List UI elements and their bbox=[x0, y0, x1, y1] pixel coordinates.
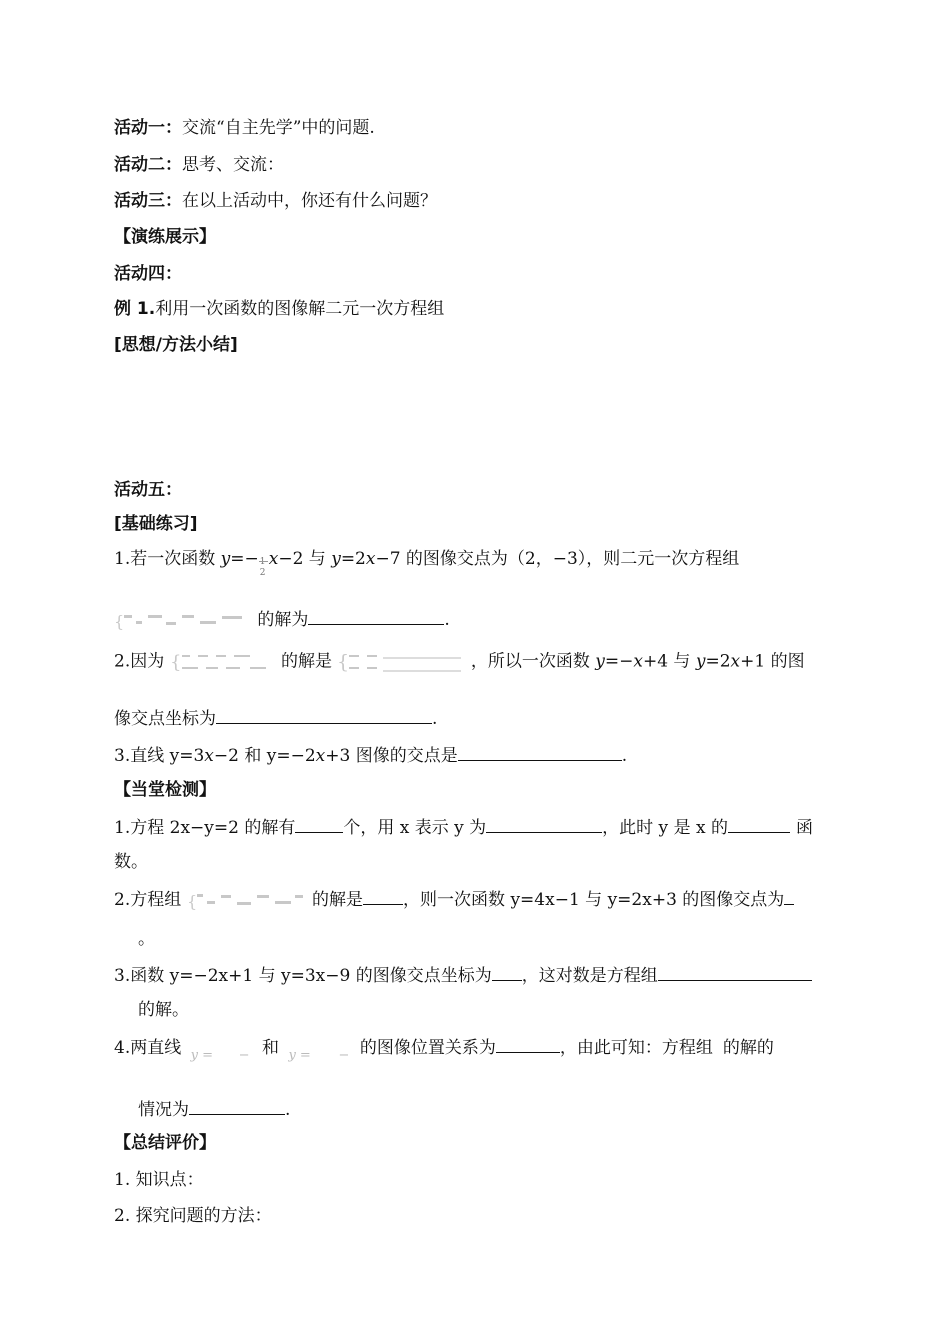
activity-3-text: 在以上活动中，你还有什么问题？ bbox=[182, 191, 437, 211]
activity-3-label: 活动三： bbox=[114, 191, 182, 211]
q1-frac-denominator: 2 bbox=[259, 568, 266, 578]
check-question-2-line-2: 。 bbox=[138, 929, 155, 949]
q1-text-c: −2 与 bbox=[278, 549, 332, 569]
q1-answer-blank[interactable] bbox=[308, 606, 444, 625]
q2-var-x2: x bbox=[730, 651, 741, 672]
q1-answer-label: 的解为 bbox=[257, 610, 309, 630]
basic-question-2-line-2 bbox=[114, 705, 437, 731]
q3-text-c: +3 图像的交点是 bbox=[325, 746, 458, 766]
equation-system-image bbox=[114, 610, 252, 632]
q3-text-a: 3.直线 y=3 bbox=[114, 746, 205, 766]
equation-system-image bbox=[170, 649, 276, 675]
c4-line-1-equation bbox=[187, 1034, 257, 1063]
check-header: 【当堂检测】 bbox=[114, 780, 216, 800]
activity-2 bbox=[114, 153, 284, 177]
c4-text-a: 4.两直线 bbox=[114, 1038, 182, 1058]
q3-period: . bbox=[621, 746, 628, 766]
c1-text-c: ，此时 y 是 x 的 bbox=[602, 818, 728, 838]
activity-1-label: 活动一： bbox=[114, 118, 182, 138]
svg-text:{: { bbox=[337, 651, 350, 673]
c2-text-a: 2.方程组 bbox=[114, 890, 182, 910]
basic-question-3 bbox=[114, 742, 627, 768]
q1-period: . bbox=[444, 610, 450, 630]
c4-text-c: 的图像位置关系为 bbox=[359, 1038, 496, 1058]
check-question-2 bbox=[114, 886, 794, 912]
practice-header: 【演练展示】 bbox=[114, 227, 216, 247]
solution-blank-image bbox=[337, 647, 465, 677]
q2-period: . bbox=[432, 709, 438, 729]
c1-blank-3[interactable] bbox=[728, 814, 790, 833]
q1-text-b: =− bbox=[230, 549, 259, 569]
check-question-3-line-2: 的解。 bbox=[138, 1000, 189, 1020]
q3-var-x1: x bbox=[204, 746, 214, 766]
c4-blank-2[interactable] bbox=[189, 1096, 285, 1115]
review-item-2: 2. 探究问题的方法： bbox=[114, 1206, 272, 1226]
q2-text-b: 的解是 bbox=[281, 651, 333, 672]
review-item-1: 1. 知识点： bbox=[114, 1170, 204, 1190]
q1-frac-numerator: 1 bbox=[259, 557, 266, 567]
svg-text:{: { bbox=[169, 652, 182, 673]
activity-1 bbox=[114, 116, 375, 140]
q1-text-a: 1.若一次函数 bbox=[114, 549, 221, 569]
q2-answer-label: 像交点坐标为 bbox=[114, 709, 216, 729]
q1-var-x1: x bbox=[268, 549, 279, 569]
q2-var-x1: x bbox=[633, 651, 643, 672]
c2-blank-2[interactable] bbox=[784, 886, 794, 905]
q3-answer-blank[interactable] bbox=[458, 742, 622, 761]
c1-blank-2[interactable] bbox=[486, 814, 602, 833]
q3-text-b: −2 和 y=−2 bbox=[213, 746, 316, 766]
q2-text-g: +1 的图 bbox=[740, 651, 805, 672]
c4-text-e: 的解的 bbox=[722, 1038, 774, 1058]
q2-text-e: +4 与 bbox=[642, 651, 696, 672]
c4-eq2-text: y = bbox=[288, 1048, 311, 1063]
basic-practice-header: [基础练习] bbox=[114, 514, 198, 534]
summary-header: [思想/方法小结] bbox=[114, 335, 238, 355]
c1-text-a: 1.方程 2x−y=2 的解有 bbox=[114, 818, 296, 838]
c2-text-c: ，则一次函数 y=4x−1 与 y=2x+3 的图像交点为 bbox=[403, 890, 785, 910]
basic-question-2 bbox=[114, 647, 805, 677]
activity-2-text: 思考、交流： bbox=[182, 155, 284, 175]
c4-answer-label: 情况为 bbox=[138, 1100, 189, 1120]
q1-fraction bbox=[259, 550, 269, 578]
q2-text-d: =− bbox=[604, 651, 634, 672]
svg-text:{: { bbox=[114, 611, 125, 631]
c3-text-a: 3.函数 y=−2x+1 与 y=3x−9 的图像交点坐标为 bbox=[114, 966, 492, 986]
q1-text-d: =2 bbox=[340, 549, 366, 569]
c3-blank-2[interactable] bbox=[658, 962, 812, 981]
c2-text-b: 的解是 bbox=[312, 890, 364, 910]
svg-text:{: { bbox=[186, 891, 197, 911]
check-question-3 bbox=[114, 962, 812, 988]
review-header: 【总结评价】 bbox=[114, 1133, 216, 1153]
c3-text-b: ，这对数是方程组 bbox=[521, 966, 658, 986]
c4-eq1-text: y = bbox=[190, 1048, 214, 1063]
check-question-4 bbox=[114, 1034, 774, 1063]
c2-blank-1[interactable] bbox=[363, 886, 403, 905]
c1-blank-1[interactable] bbox=[295, 814, 343, 833]
q1-var-y1: y bbox=[220, 549, 231, 569]
c4-eq1-minus: − bbox=[238, 1048, 250, 1063]
activity-3 bbox=[114, 189, 437, 213]
q2-var-y1: y bbox=[595, 651, 605, 672]
activity-2-label: 活动二： bbox=[114, 155, 182, 175]
check-question-1-line-2: 数。 bbox=[114, 852, 148, 872]
check-question-1 bbox=[114, 814, 813, 840]
c4-text-d: ，由此可知：方程组 bbox=[559, 1038, 713, 1058]
example-text: 利用一次函数的图像解二元一次方程组 bbox=[155, 299, 445, 319]
c4-eq2-minus: − bbox=[338, 1048, 350, 1063]
check-question-4-line-2 bbox=[138, 1096, 290, 1122]
q2-text-a: 2.因为 bbox=[114, 651, 165, 672]
activity-5-label: 活动五： bbox=[114, 480, 182, 500]
basic-question-1 bbox=[114, 547, 740, 578]
q1-var-x2: x bbox=[365, 549, 376, 569]
q2-var-y2: y bbox=[695, 651, 706, 672]
example-label: 例 1. bbox=[114, 299, 156, 319]
q1-var-y2: y bbox=[331, 549, 341, 569]
q2-text-f: =2 bbox=[705, 651, 731, 672]
c4-line-2-equation bbox=[284, 1034, 354, 1063]
activity-1-text: 交流“自主先学”中的问题. bbox=[182, 118, 375, 138]
c3-blank-1[interactable] bbox=[492, 962, 522, 981]
activity-4-label: 活动四： bbox=[114, 264, 182, 284]
c4-period: . bbox=[285, 1100, 291, 1120]
q2-text-c: ，所以一次函数 bbox=[470, 651, 596, 672]
c1-text-b: 个，用 x 表示 y 为 bbox=[343, 818, 487, 838]
c4-text-b: 和 bbox=[262, 1038, 280, 1058]
q1-text-e: −7 的图像交点为（2，−3），则二元一次方程组 bbox=[375, 549, 740, 569]
basic-question-1-line-2 bbox=[114, 606, 450, 632]
example-1 bbox=[114, 297, 444, 321]
equation-system-image bbox=[187, 890, 307, 912]
c4-blank-1[interactable] bbox=[496, 1034, 560, 1053]
q3-var-x2: x bbox=[315, 746, 326, 766]
q2-answer-blank[interactable] bbox=[216, 705, 432, 724]
c1-text-d: 函 bbox=[795, 818, 813, 838]
